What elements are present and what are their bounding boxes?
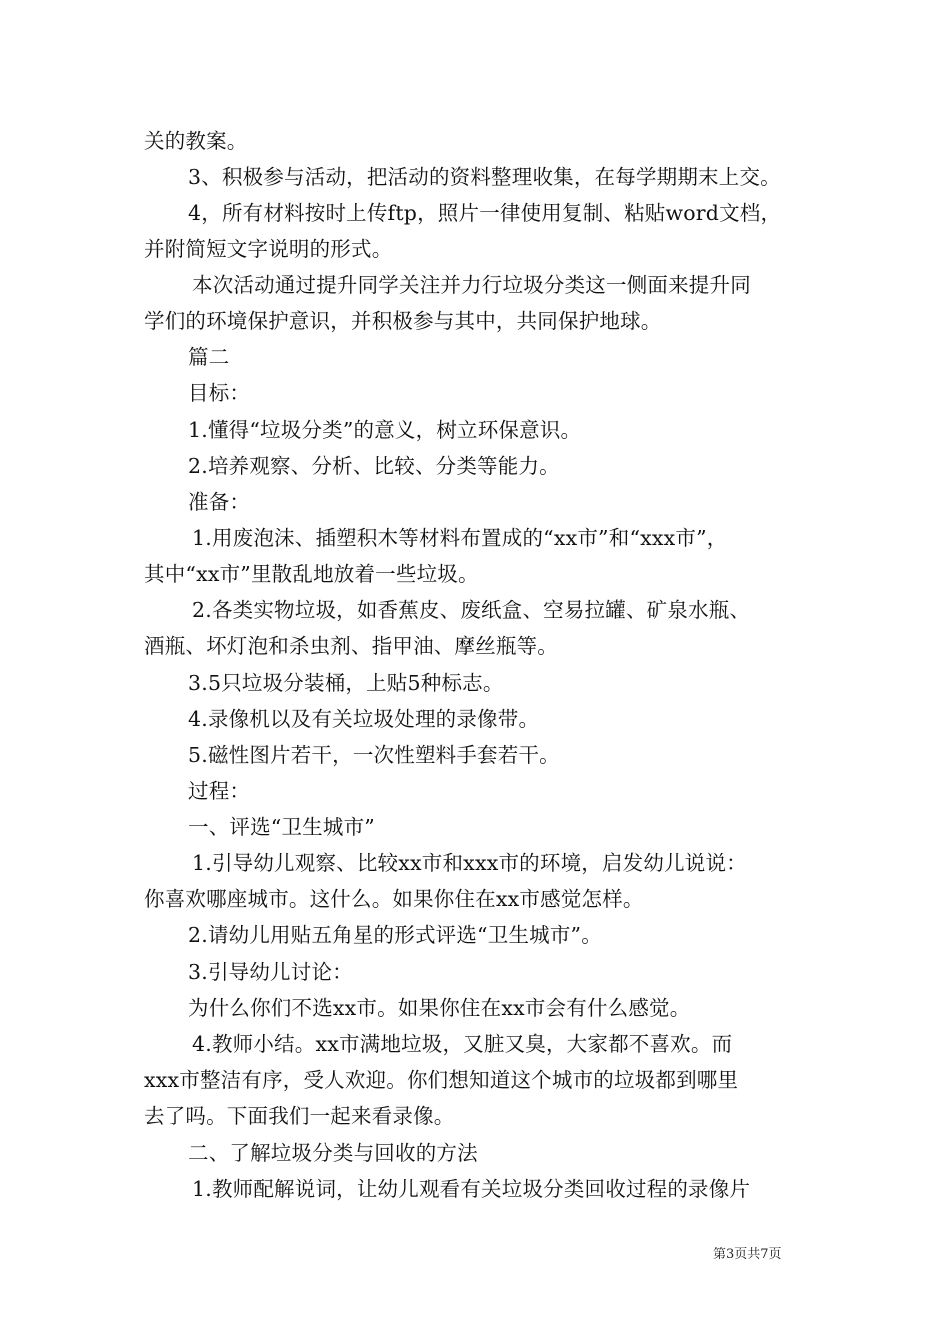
text-line: 2.请幼儿用贴五角星的形式评选“卫生城市”。: [188, 923, 602, 947]
text-line: 学们的环境保护意识，并积极参与其中，共同保护地球。: [144, 309, 662, 333]
text-line: 3.5只垃圾分装桶，上贴5种标志。: [188, 671, 504, 695]
text-line: 并附简短文字说明的形式。: [144, 237, 393, 261]
text-line: 5.磁性图片若干，一次性塑料手套若干。: [188, 743, 560, 767]
section-heading: 篇二: [188, 345, 230, 369]
text-line: 1.教师配解说词，让幼儿观看有关垃圾分类回收过程的录像片: [192, 1177, 751, 1201]
text-line: 为什么你们不选xx市。如果你住在xx市会有什么感觉。: [188, 996, 691, 1020]
text-line: 本次活动通过提升同学关注并力行垃圾分类这一侧面来提升同: [192, 273, 751, 297]
text-line: 4.教师小结。xx市满地垃圾，又脏又臭，大家都不喜欢。而: [192, 1032, 733, 1056]
text-line: 2.培养观察、分析、比较、分类等能力。: [188, 454, 560, 478]
text-line: 3、积极参与活动，把活动的资料整理收集，在每学期期末上交。: [188, 165, 781, 189]
text-line: 4，所有材料按时上传ftp，照片一律使用复制、粘贴word文档，: [188, 201, 782, 225]
text-line: 你喜欢哪座城市。这什么。如果你住在xx市感觉怎样。: [144, 887, 644, 911]
page-number-footer: 第3页共7页: [713, 1247, 782, 1262]
text-line: 关的教案。: [144, 129, 248, 153]
subsection-heading: 目标：: [188, 381, 251, 405]
subsection-heading: 准备：: [188, 490, 251, 514]
text-line: 其中“xx市”里散乱地放着一些垃圾。: [144, 562, 479, 586]
subsection-heading: 二、了解垃圾分类与回收的方法: [188, 1141, 478, 1165]
text-line: 1.引导幼儿观察、比较xx市和xxx市的环境，启发幼儿说说：: [192, 851, 747, 875]
subsection-heading: 过程：: [188, 779, 251, 803]
subsection-heading: 一、评选“卫生城市”: [188, 815, 375, 839]
text-line: 酒瓶、坏灯泡和杀虫剂、指甲油、摩丝瓶等。: [144, 634, 558, 658]
text-line: xxx市整洁有序，受人欢迎。你们想知道这个城市的垃圾都到哪里: [144, 1068, 739, 1092]
text-line: 1.用废泡沫、插塑积木等材料布置成的“xx市”和“xxx市”，: [192, 526, 728, 550]
text-line: 去了吗。下面我们一起来看录像。: [144, 1104, 455, 1128]
text-line: 4.录像机以及有关垃圾处理的录像带。: [188, 707, 540, 731]
text-line: 1.懂得“垃圾分类”的意义，树立环保意识。: [188, 418, 582, 442]
text-line: 2.各类实物垃圾，如香蕉皮、废纸盒、空易拉罐、矿泉水瓶、: [192, 598, 751, 622]
text-line: 3.引导幼儿讨论：: [188, 960, 353, 984]
